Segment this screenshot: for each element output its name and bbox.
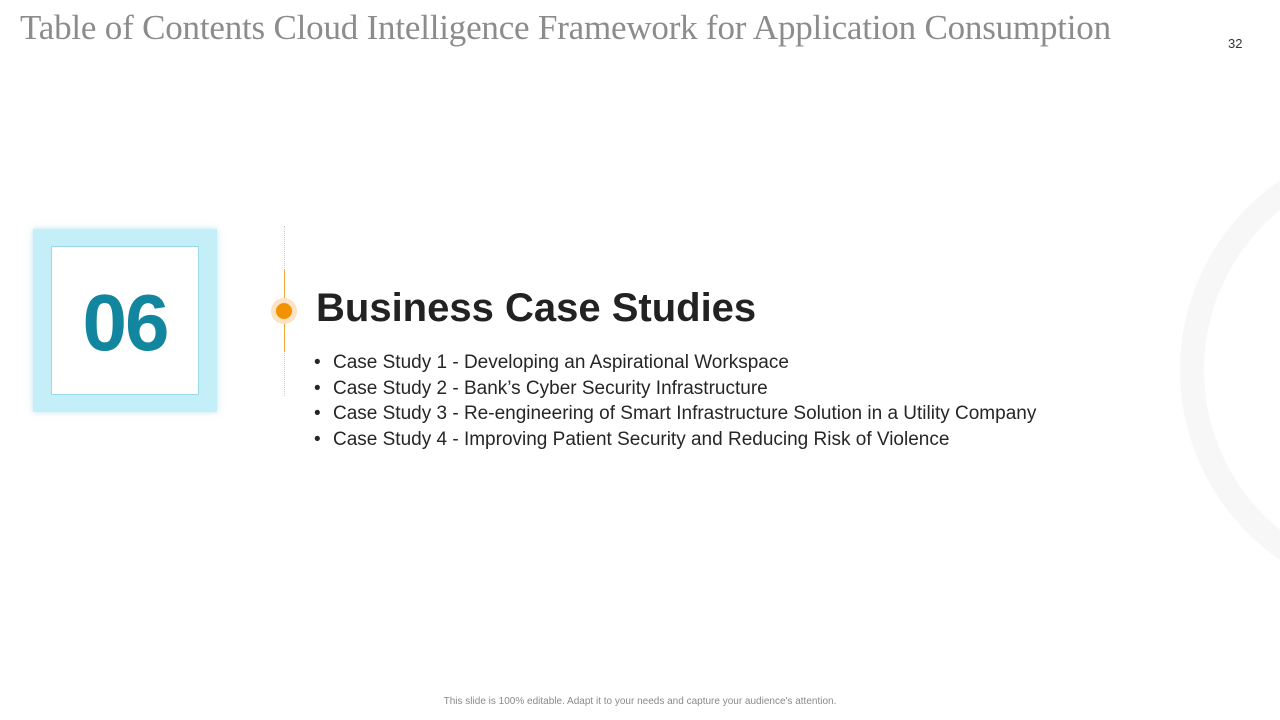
section-number: 06 — [82, 277, 168, 367]
marker-dot — [276, 303, 292, 319]
slide-number: 32 — [1228, 36, 1243, 51]
bullet-icon: • — [314, 352, 321, 373]
bullet-icon: • — [314, 403, 321, 425]
case-study-label: Case Study 4 - Improving Patient Security and Reducing Risk of Violence — [333, 429, 950, 451]
bullet-icon: • — [314, 429, 321, 451]
case-study-label: Case Study 1 - Developing an Aspirational Workspace — [333, 352, 789, 373]
list-item — [314, 376, 1036, 402]
case-study-label: Case Study 2 - Bank’s Cyber Security Infrastructure — [333, 377, 768, 399]
timeline-marker-icon — [271, 298, 297, 324]
list-item — [314, 427, 1036, 453]
footer-note: This slide is 100% editable. Adapt it to your needs and capture your audience's attention. — [443, 696, 837, 707]
decorative-ring — [1180, 140, 1280, 600]
section-heading: Business Case Studies — [316, 286, 757, 330]
bullet-icon: • — [314, 377, 321, 399]
list-item — [314, 350, 1036, 376]
case-study-list — [314, 350, 1036, 453]
case-study-label: Case Study 3 - Re-engineering of Smart Infrastructure Solution in a Utility Company — [333, 403, 1037, 425]
slide-title: Table of Contents Cloud Intelligence Framework for Application Consumption — [20, 8, 1111, 47]
section-number-box — [51, 246, 199, 395]
list-item — [314, 401, 1036, 427]
